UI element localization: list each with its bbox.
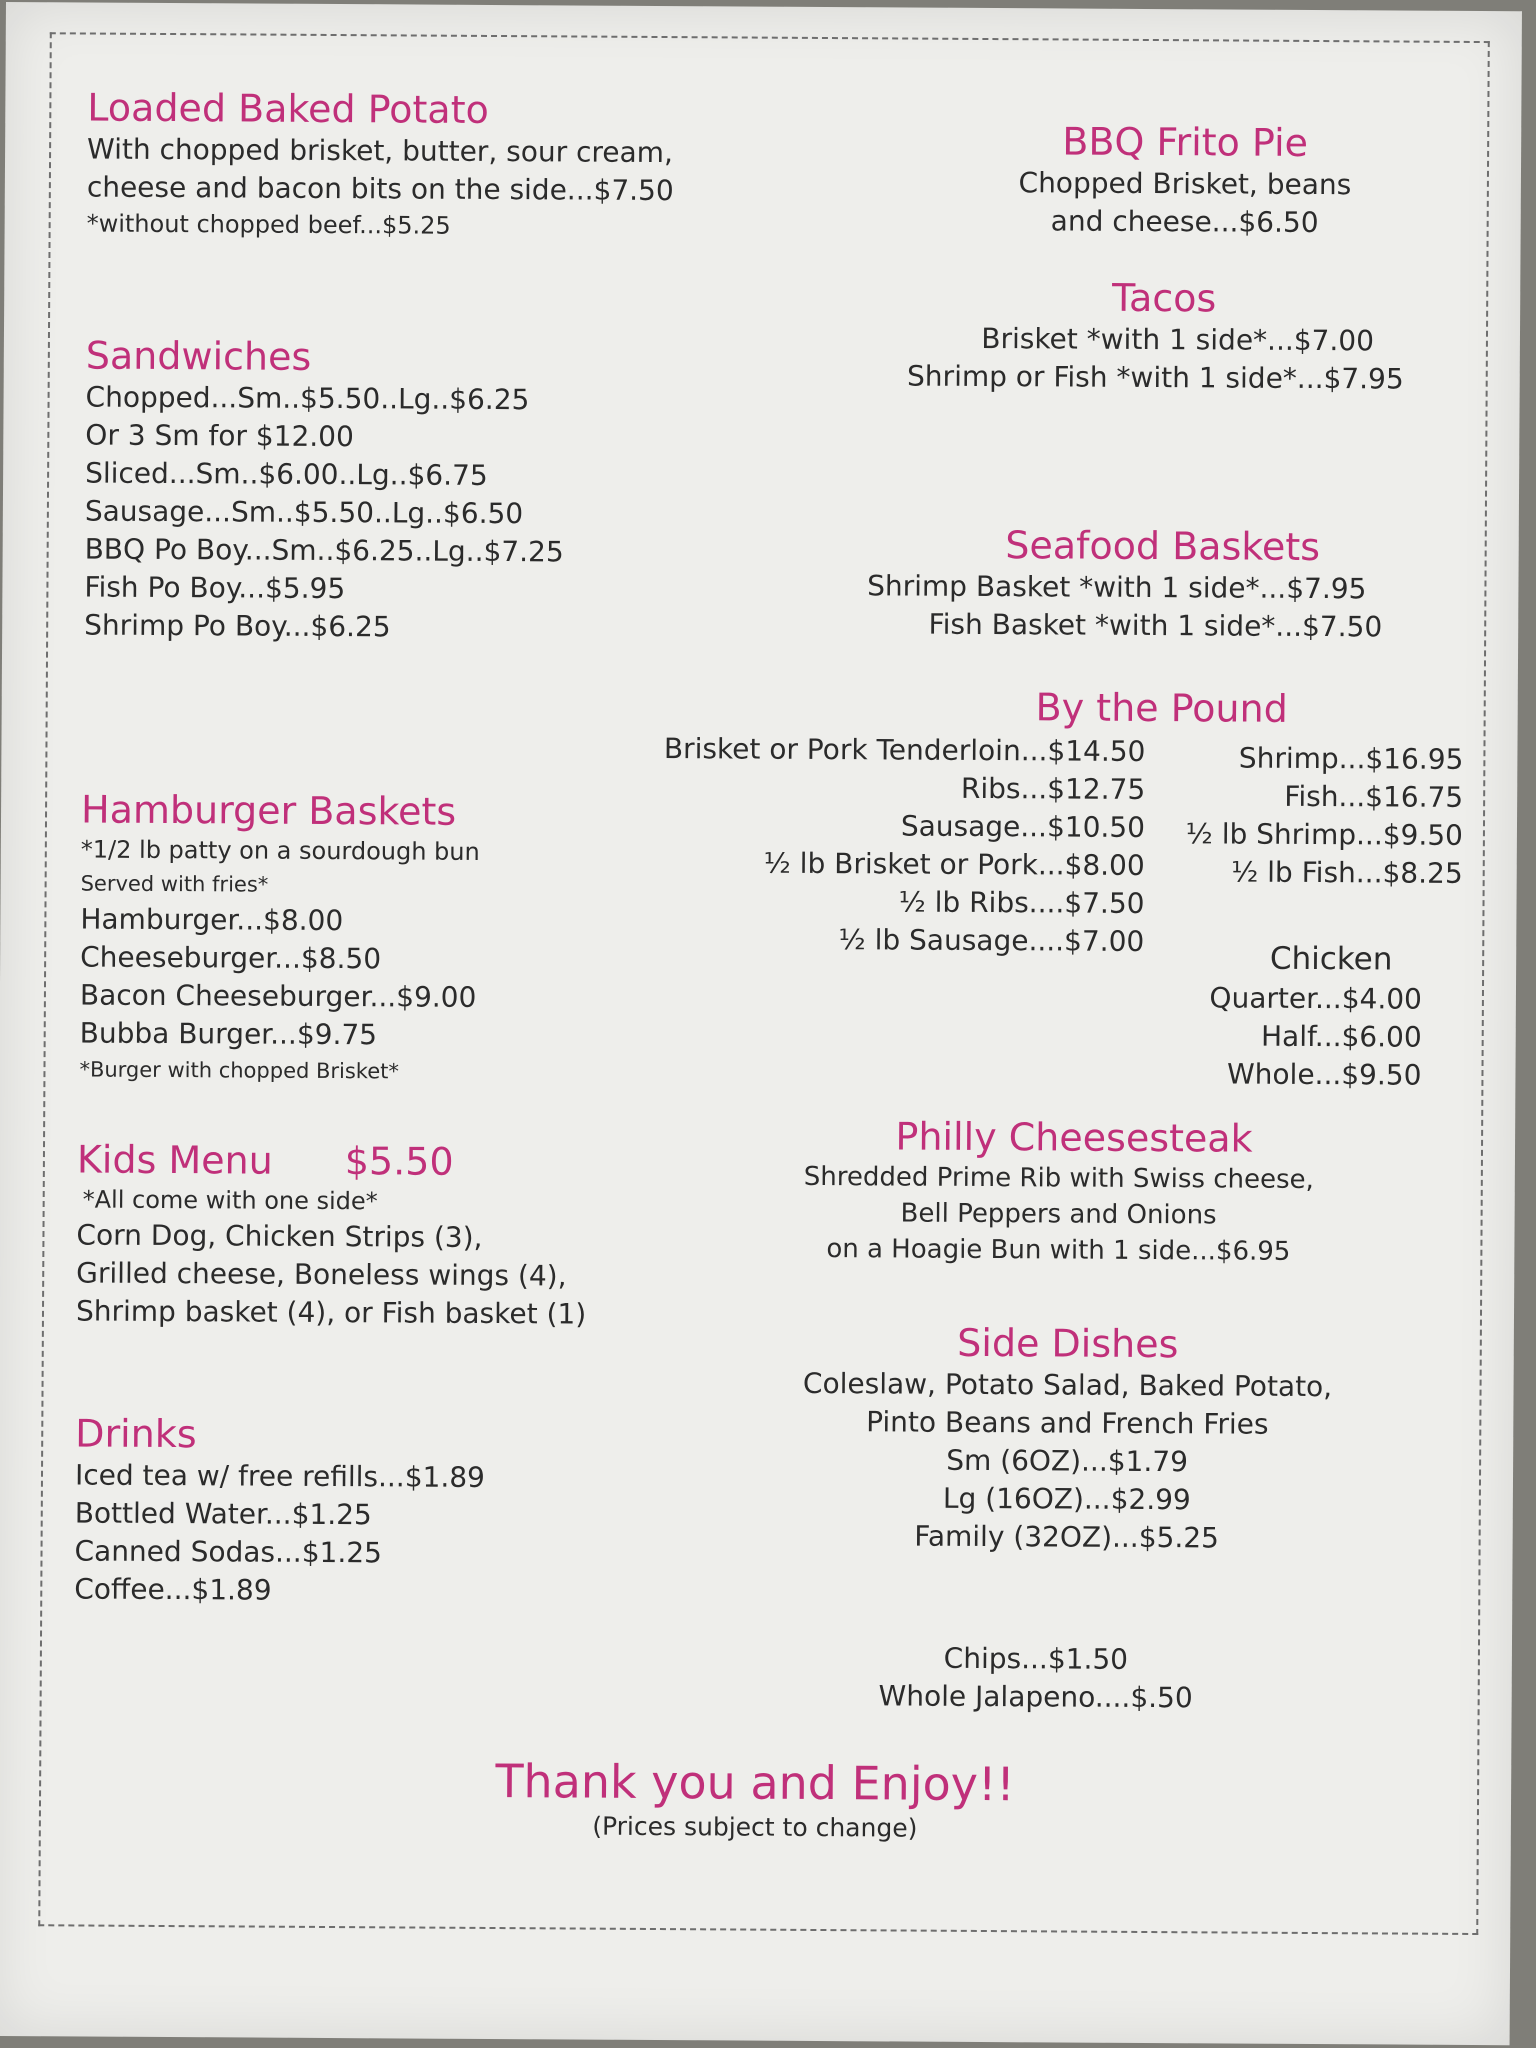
section-frito-pie <box>925 118 1446 243</box>
chicken-item: Whole...$9.50 <box>1226 1057 1422 1092</box>
pound-right-list <box>1151 739 1464 893</box>
potato-line-1: With chopped brisket, butter, sour cream, <box>87 132 674 170</box>
pound-item: ½ lb Ribs....$7.50 <box>898 885 1145 920</box>
sandwich-item: Shrimp Po Boy...$6.25 <box>84 608 391 644</box>
by-the-pound-title: By the Pound <box>1035 685 1288 731</box>
potato-line-3: *without chopped beef...$5.25 <box>86 209 451 240</box>
sandwich-item: Sliced...Sm..$6.00..Lg..$6.75 <box>85 456 488 492</box>
sandwich-item: Fish Po Boy...$5.95 <box>84 570 346 606</box>
chicken-item: Half...$6.00 <box>1260 1019 1422 1054</box>
tacos-items <box>864 319 1404 398</box>
sides-line: Coleslaw, Potato Salad, Baked Potato, <box>802 1366 1333 1404</box>
section-loaded-potato <box>87 84 708 244</box>
section-tacos <box>904 273 1424 322</box>
section-drinks <box>74 1410 695 1612</box>
extra-item: Whole Jalapeno....$.50 <box>878 1679 1193 1715</box>
loaded-potato-title: Loaded Baked Potato <box>87 85 489 132</box>
drink-item: Iced tea w/ free refills...$1.89 <box>74 1458 486 1494</box>
frito-line: and cheese...$6.50 <box>1050 204 1319 240</box>
pound-item: Sausage...$10.50 <box>900 809 1146 844</box>
pound-item: Brisket or Pork Tenderloin...$14.50 <box>663 732 1146 768</box>
tacos-title: Tacos <box>1112 275 1217 321</box>
burger-note-patty: *1/2 lb patty on a sourdough bun <box>80 835 480 866</box>
section-kids-menu <box>76 1136 697 1334</box>
sides-line: Pinto Beans and French Fries <box>866 1405 1269 1441</box>
section-philly-cheesesteak <box>778 1113 1339 1270</box>
frito-pie-title: BBQ Frito Pie <box>1062 119 1309 165</box>
sides-size: Lg (16OZ)...$2.99 <box>942 1481 1191 1517</box>
kids-note: *All come with one side* <box>82 1185 378 1216</box>
section-seafood-baskets <box>903 521 1423 570</box>
sides-size: Family (32OZ)...$5.25 <box>914 1519 1220 1555</box>
drink-item: Coffee...$1.89 <box>74 1572 272 1607</box>
price-disclaimer: (Prices subject to change) <box>592 1811 918 1843</box>
philly-line: on a Hoagie Bun with 1 side...$6.95 <box>826 1234 1291 1267</box>
philly-line: Shredded Prime Rib with Swiss cheese, <box>803 1161 1314 1196</box>
chicken-title: Chicken <box>1269 940 1393 978</box>
kids-line: Shrimp basket (4), or Fish basket (1) <box>75 1294 587 1331</box>
burger-item: Bubba Burger...$9.75 <box>79 1016 378 1052</box>
burger-note-bubba: *Burger with chopped Brisket* <box>79 1057 400 1084</box>
chicken-block <box>1199 937 1462 1095</box>
kids-line: Grilled cheese, Boneless wings (4), <box>76 1256 567 1293</box>
sandwich-item: Sausage...Sm..$5.50..Lg..$6.50 <box>84 494 524 531</box>
footer <box>415 1753 1096 1847</box>
potato-line-2: cheese and bacon bits on the side...$7.50 <box>86 170 674 208</box>
philly-title: Philly Cheesesteak <box>895 1114 1253 1161</box>
pound-item: Fish...$16.75 <box>1284 779 1464 814</box>
taco-item: Brisket *with 1 side*...$7.00 <box>981 321 1375 358</box>
section-by-the-pound <box>902 683 1422 732</box>
sandwiches-title: Sandwiches <box>85 333 312 379</box>
pound-item: ½ lb Sausage....$7.00 <box>838 923 1145 958</box>
extra-item: Chips...$1.50 <box>943 1641 1129 1676</box>
pound-item: ½ lb Fish...$8.25 <box>1231 855 1463 890</box>
pound-item: Shrimp...$16.95 <box>1238 741 1464 776</box>
drink-item: Bottled Water...$1.25 <box>74 1496 372 1532</box>
section-extras <box>766 1639 1306 1718</box>
pound-item: Ribs...$12.75 <box>960 771 1146 806</box>
pound-item: ½ lb Shrimp...$9.50 <box>1185 817 1464 852</box>
drink-item: Canned Sodas...$1.25 <box>74 1534 383 1570</box>
section-sandwiches <box>84 332 706 648</box>
kids-menu-heading <box>77 1136 697 1186</box>
burger-note-fries: Served with fries* <box>80 871 269 897</box>
philly-line: Bell Peppers and Onions <box>900 1198 1217 1231</box>
pound-left-list <box>600 730 1145 961</box>
sandwich-item: Or 3 Sm for $12.00 <box>85 418 354 454</box>
seafood-items <box>822 567 1382 646</box>
kids-line: Corn Dog, Chicken Strips (3), <box>76 1218 483 1254</box>
burger-item: Cheeseburger...$8.50 <box>80 940 382 976</box>
kids-menu-title: Kids Menu <box>76 1137 273 1183</box>
thank-you-message: Thank you and Enjoy!! <box>495 1754 1016 1812</box>
drinks-title: Drinks <box>75 1411 197 1457</box>
menu-sheet <box>0 2 1522 2045</box>
frito-line: Chopped Brisket, beans <box>1018 166 1352 202</box>
sides-size: Sm (6OZ)...$1.79 <box>946 1443 1189 1479</box>
seafood-item: Shrimp Basket *with 1 side*...$7.95 <box>867 569 1367 606</box>
kids-menu-price: $5.50 <box>344 1139 454 1184</box>
taco-item: Shrimp or Fish *with 1 side*...$7.95 <box>906 359 1404 396</box>
section-side-dishes <box>767 1319 1368 1559</box>
seafood-baskets-title: Seafood Baskets <box>1005 523 1321 570</box>
burger-item: Bacon Cheeseburger...$9.00 <box>79 978 477 1014</box>
hamburger-baskets-title: Hamburger Baskets <box>80 787 457 834</box>
sandwich-item: BBQ Po Boy...Sm..$6.25..Lg..$7.25 <box>84 532 564 569</box>
side-dishes-title: Side Dishes <box>957 1320 1179 1367</box>
sandwich-item: Chopped...Sm..$5.50..Lg..$6.25 <box>85 380 530 417</box>
burger-item: Hamburger...$8.00 <box>80 902 344 938</box>
pound-item: ½ lb Brisket or Pork...$8.00 <box>763 846 1145 882</box>
seafood-item: Fish Basket *with 1 side*...$7.50 <box>928 607 1383 644</box>
chicken-item: Quarter...$4.00 <box>1209 981 1423 1016</box>
